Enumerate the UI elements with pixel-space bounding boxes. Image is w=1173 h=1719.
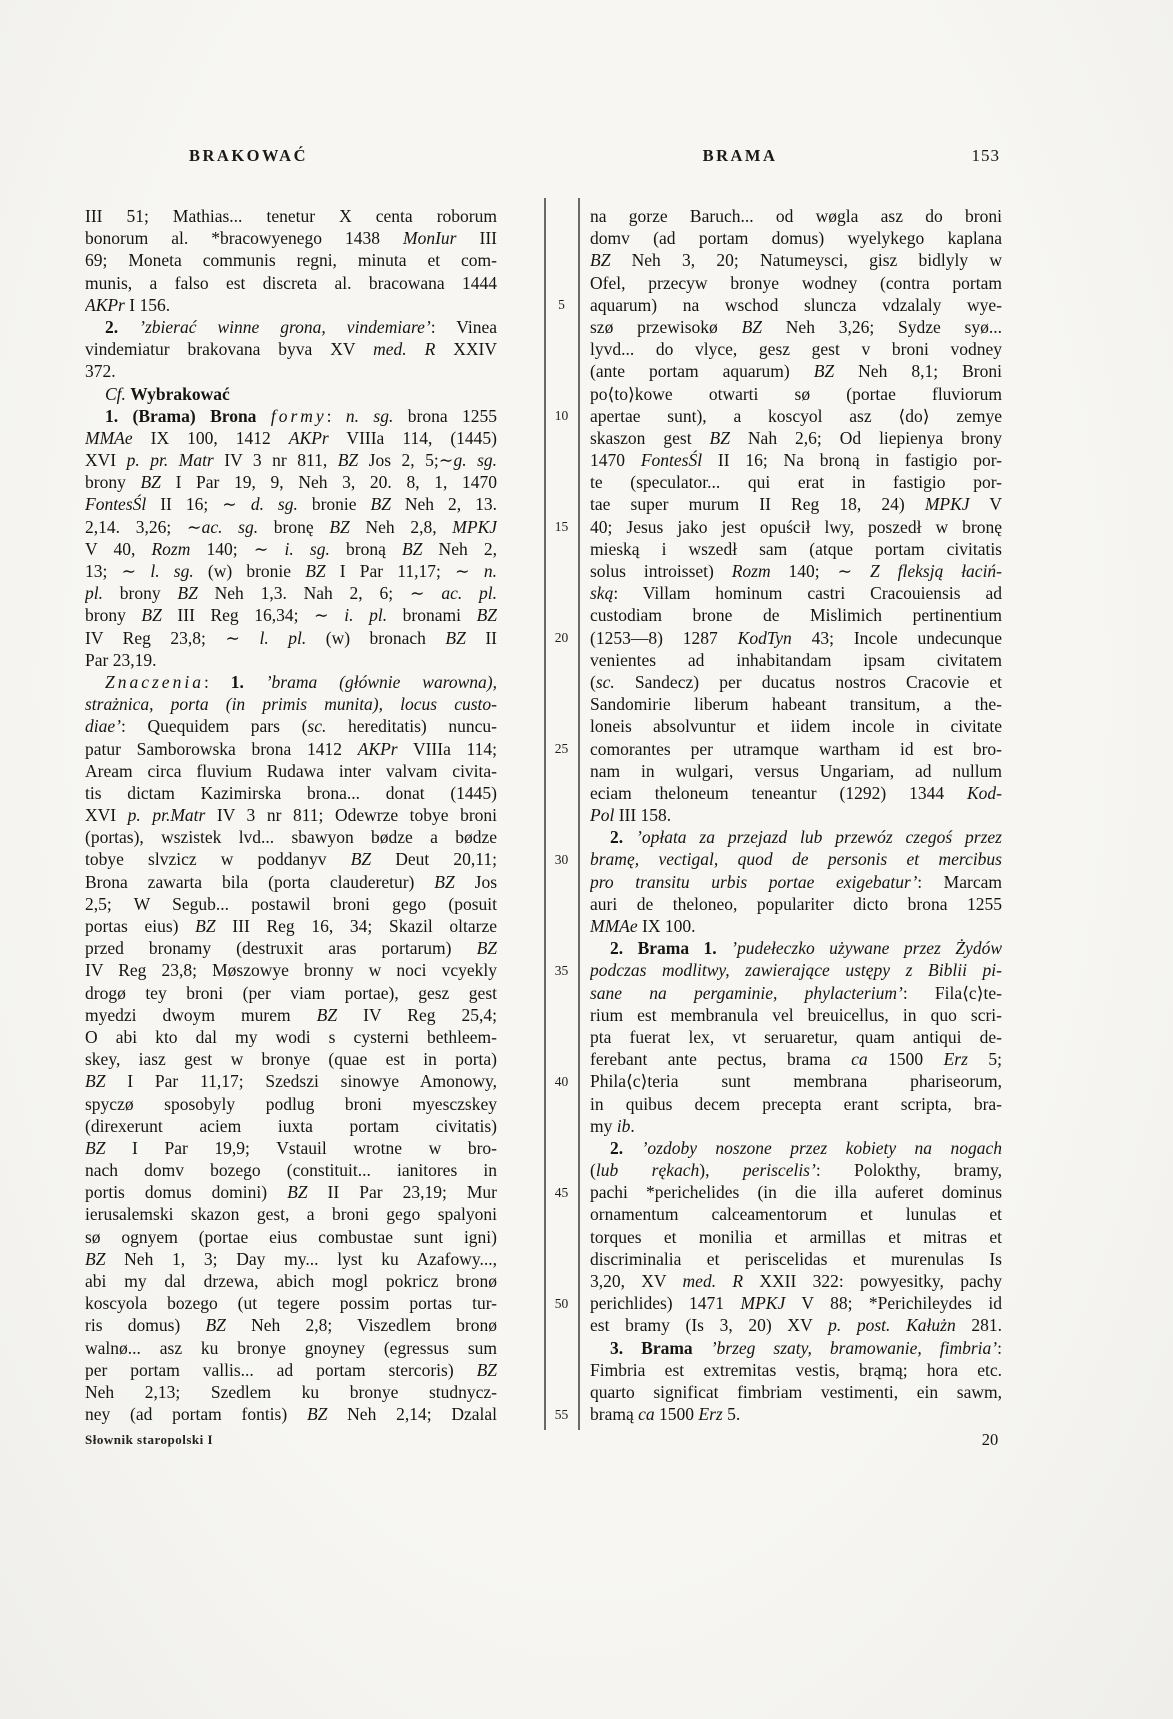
left-column [85,205,497,1425]
text-line: AKPr I 156. [85,294,171,315]
text-line: (direxerunt aciem iuxta portam civitatis) [85,1115,497,1136]
text-line: 40; Jesus jako jest opuścił lwy, poszedł w bronę [590,516,1002,537]
text-line: walnø... asz ku bronye gnoyney (egressus sum [85,1337,497,1358]
page-number: 153 [971,146,1000,165]
text-line: MMAe IX 100. [590,916,696,936]
text-line: 372. [85,361,116,382]
text-line: Fimbria est extremitas vestis, brąmą; hora etc. [590,1359,1002,1380]
text-line: Neh 2,13; Szedlem ku bronye studnycz- [85,1381,497,1402]
line-number: 30 [554,851,569,867]
text-line: 3. Brama ’brzeg szaty, bramowanie, fimbria’: [610,1337,1002,1358]
text-line: 2,5; W Segub... postawil broni gego (posuit [85,893,497,914]
text-line: bonorum al. *bracowyenego 1438 MonIur III [85,228,497,249]
text-line: nach domv bozego (constituit... ianitores in [85,1160,497,1181]
text-line: nam in wulgari, versus Ungariam, ad nullum [590,760,1002,781]
text-line: brony BZ I Par 19, 9, Neh 3, 20. 8, 1, 1470 [85,472,497,493]
text-line: perichlides) 1471 MPKJ V 88; *Perichileydes id [590,1293,1002,1314]
text-line: 2. Brama 1. ’pudełeczko używane przez Żydów [610,938,1002,959]
text-line: sø ognyem (portae eius combustae sunt igni) [85,1226,497,1247]
text-line: FontesŚl II 16; ∼ d. sg. bronie BZ Neh 2, 13. [85,494,497,515]
text-line: (lub rękach), periscelis’: Polokthy, bramy, [590,1160,1002,1181]
text-line: te (speculator... qui erat in fastigio por- [590,472,1002,493]
line-number: 55 [554,1406,569,1422]
text-line: Cf. Wybrakować [105,383,230,404]
text-line: domv (ad portam domus) wyelykego kaplana [590,228,1002,249]
line-number: 35 [554,962,569,978]
column-divider-rule-right [578,198,580,1430]
text-line: pachi *perichelides (in die illa auferet dominus [590,1182,1002,1203]
text-line: drogø tey broni (per viam portae), gesz gest [85,982,497,1003]
running-head-right: BRAMA [702,146,778,165]
text-line: patur Samborowska brona 1412 AKPr VIIIa 114; [85,738,497,759]
text-line: ney (ad portam fontis) BZ Neh 2,14; Dzalal [85,1404,497,1425]
text-line: rium est membranula vel breuicellus, in quo scri- [590,1004,1002,1025]
text-line: IV Reg 23,8; Møszowye bronny w noci vcyekly [85,960,497,981]
text-line: po⟨to⟩kowe otwarti sø (portae fluviorum [590,383,1002,404]
text-line: MMAe IX 100, 1412 AKPr VIIIa 114, (1445) [85,427,497,448]
text-line: 13; ∼ l. sg. (w) bronie BZ I Par 11,17; ∼ n. [85,561,497,581]
text-line: na gorze Baruch... od wøgla asz do broni [590,206,1002,226]
text-line: Phila⟨c⟩teria sunt membrana phariseorum, [590,1071,1002,1092]
text-line: skaszon gest BZ Nah 2,6; Od liepienya brony [590,427,1002,448]
text-line: 2. ’zbierać winne grona, vindemiare’: Vinea [105,316,497,337]
text-line: IV Reg 23,8; ∼ l. pl. (w) bronach BZ II [85,627,497,648]
line-number: 40 [554,1073,569,1089]
text-line: comorantes per utramque wartham id est bro- [590,738,1002,759]
text-line: abi my dal drzewa, abich mogl pokricz bronø [85,1271,497,1291]
text-line: 2. ’opłata za przejazd lub przewóz czegoś przez [610,827,1002,848]
text-line: loneis absolvuntur et iidem incole in civitate [590,716,1002,737]
text-line: Ofel, przecyw bronye wodney (contra portam [590,272,1002,293]
text-line: torques et monilia et armillas et mitras et [590,1226,1002,1247]
text-line: pl. brony BZ Neh 1,3. Nah 2, 6; ∼ ac. pl. [85,583,497,604]
text-line: BZ I Par 11,17; Szedszi sinowye Amonowy, [85,1071,497,1092]
text-line: pro transitu urbis portae exigebatur’: Marcam [590,871,1002,892]
text-line: tis dictam Kazimirska brona... donat (1445) [85,782,497,803]
text-line: solus introisset) Rozm 140; ∼ Z fleksją łaciń- [590,561,1002,581]
text-line: bramą ca 1500 Erz 5. [590,1404,741,1425]
text-line: vindemiatur brakovana byva XV med. R XXIV [85,339,497,360]
column-divider-rule-left [544,198,546,1430]
text-line: 3,20, XV med. R XXII 322: powyesitky, pachy [590,1271,1002,1291]
text-line: auri de theloneo, populariter dicto brona 1255 [590,893,1002,914]
text-line: Pol III 158. [590,805,672,826]
text-line: 1. (Brama) Brona formy: n. sg. brona 1255 [105,405,497,426]
running-head-left: BRAKOWAĆ [188,146,308,165]
text-line: (portas), wszistek lvd... sbawyon bødze a bødze [85,827,497,848]
text-line: est bramy (Is 3, 20) XV p. post. Kałużn 281. [590,1315,1002,1336]
text-line: ferebant ante pectus, brama ca 1500 Erz 5; [590,1049,1002,1070]
text-line: Aream circa fluvium Rudawa inter valvam civita- [85,760,497,781]
text-line: koscyola bozego (ut tegere possim portas tur- [85,1293,497,1314]
text-line: portis domus domini) BZ II Par 23,19; Mur [85,1182,497,1203]
text-line: quarto significat fimbriam vestimenti, ein sawm, [590,1381,1002,1402]
text-line: Par 23,19. [85,649,157,670]
text-line: 2,14. 3,26; ∼ac. sg. bronę BZ Neh 2,8, MPKJ [85,516,497,537]
line-number: 20 [554,629,569,645]
text-line: munis, a falso est discreta al. bracowana 1444 [85,272,497,293]
text-line: (sc. Sandecz) per ducatus nostros Cracovie et [590,671,1002,692]
text-line: skey, iasz gest w bronye (quae est in porta) [85,1049,497,1070]
footer-volume-title: Słownik staropolski I [85,1432,214,1447]
line-number: 5 [558,296,565,312]
text-line: eciam theloneum teneantur (1292) 1344 Kod- [590,782,1002,803]
text-line: custodiam brone de Mislimich pertinentium [590,605,1002,626]
text-line: ską: Villam hominum castri Cracouiensis ad [590,583,1002,604]
text-line: lyvd... do vlyce, gesz gest v broni vodney [590,339,1002,360]
line-number: 10 [554,407,569,423]
text-line: my ib. [590,1115,635,1136]
text-line: diae’: Quequidem pars (sc. hereditatis) nuncu- [85,716,497,737]
text-line: O abi kto dal my wodi s cysterni bethleem- [85,1026,497,1047]
text-line: BZ I Par 19,9; Vstauil wrotne w bro- [85,1137,497,1158]
text-line: aquarum) na wschod sluncza vdzalaly wye- [590,294,1002,315]
text-line: BZ Neh 1, 3; Day my... lyst ku Azafowy..., [85,1248,497,1269]
text-line: spyczø sposobyly podlug broni myesczskey [85,1093,497,1114]
text-line: per portam vallis... ad portam stercoris) BZ [85,1359,497,1380]
text-line: bramę, vectigal, quod de personis et mercibus [590,849,1002,870]
text-line: BZ Neh 3, 20; Natumeysci, gisz bidlyly w [590,250,1002,271]
text-line: ris domus) BZ Neh 2,8; Viszedlem bronø [85,1315,497,1336]
text-line: przed bronamy (destruxit aras portarum) BZ [85,938,497,959]
footer-signature-number: 20 [981,1430,999,1449]
text-line: podczas modlitwy, zawierające ustępy z Biblii pi- [590,960,1002,981]
text-line: apertae sunt), a koscyol asz ⟨do⟩ zemye [590,405,1002,426]
text-line: myedzi dwoym murem BZ IV Reg 25,4; [85,1004,497,1025]
text-line: venientes ad inhabitandam ipsam civitatem [590,649,1002,670]
text-line: in quibus decem precepta erant scripta, bra- [590,1093,1002,1114]
text-line: Sandomirie liberum habeant transitum, a the- [590,694,1002,715]
line-number: 25 [554,740,569,756]
text-line: 1470 FontesŚl II 16; Na broną in fastigio por- [590,450,1002,471]
text-line: 2. ’ozdoby noszone przez kobiety na nogach [610,1137,1002,1158]
text-line: sane na pergaminie, phylacterium’: Fila⟨c⟩te- [590,982,1002,1003]
text-line: portas eius) BZ III Reg 16, 34; Skazil oltarze [85,916,497,936]
text-line: discriminalia et periscelidas et murenulas Is [590,1248,1002,1269]
text-line: ierusalemski skazon gest, a broni gego spalyoni [85,1204,497,1225]
right-column [590,205,1002,1425]
text-line: XVI p. pr.Matr IV 3 nr 811; Odewrze tobye broni [85,805,497,826]
text-line: ornamentum calceamentorum et lunulas et [590,1204,1002,1225]
line-number: 45 [554,1184,569,1200]
text-line: tobye slvzicz w poddanyv BZ Deut 20,11; [85,849,497,870]
line-number: 15 [554,518,569,534]
text-line: tae super murum II Reg 18, 24) MPKJ V [590,494,1002,515]
text-line: XVI p. pr. Matr IV 3 nr 811, BZ Jos 2, 5;∼g. sg. [85,450,497,471]
text-line: brony BZ III Reg 16,34; ∼ i. pl. bronami BZ [85,605,497,626]
text-line: strażnica, porta (in primis munita), locus custo- [85,694,497,715]
text-line: III 51; Mathias... tenetur X centa roborum [85,206,497,226]
text-line: 69; Moneta communis regni, minuta et com- [85,250,497,271]
text-line: Brona zawarta bila (porta clauderetur) BZ Jos [85,871,497,892]
text-line: V 40, Rozm 140; ∼ i. sg. broną BZ Neh 2, [85,538,497,559]
text-line: mieską i wszedł sam (atque portam civitatis [590,538,1002,559]
text-line: (1253—8) 1287 KodTyn 43; Incole undecunque [590,627,1002,648]
line-number: 50 [554,1295,569,1311]
text-line: Znaczenia: 1. ’brama (głównie warowna), [105,671,497,692]
text-line: pta fuerat lex, vt seruaretur, quam antiqui de- [590,1026,1002,1047]
text-line: szø przewisokø BZ Neh 3,26; Sydze syø... [590,316,1002,337]
text-line: (ante portam aquarum) BZ Neh 8,1; Broni [590,361,1002,382]
